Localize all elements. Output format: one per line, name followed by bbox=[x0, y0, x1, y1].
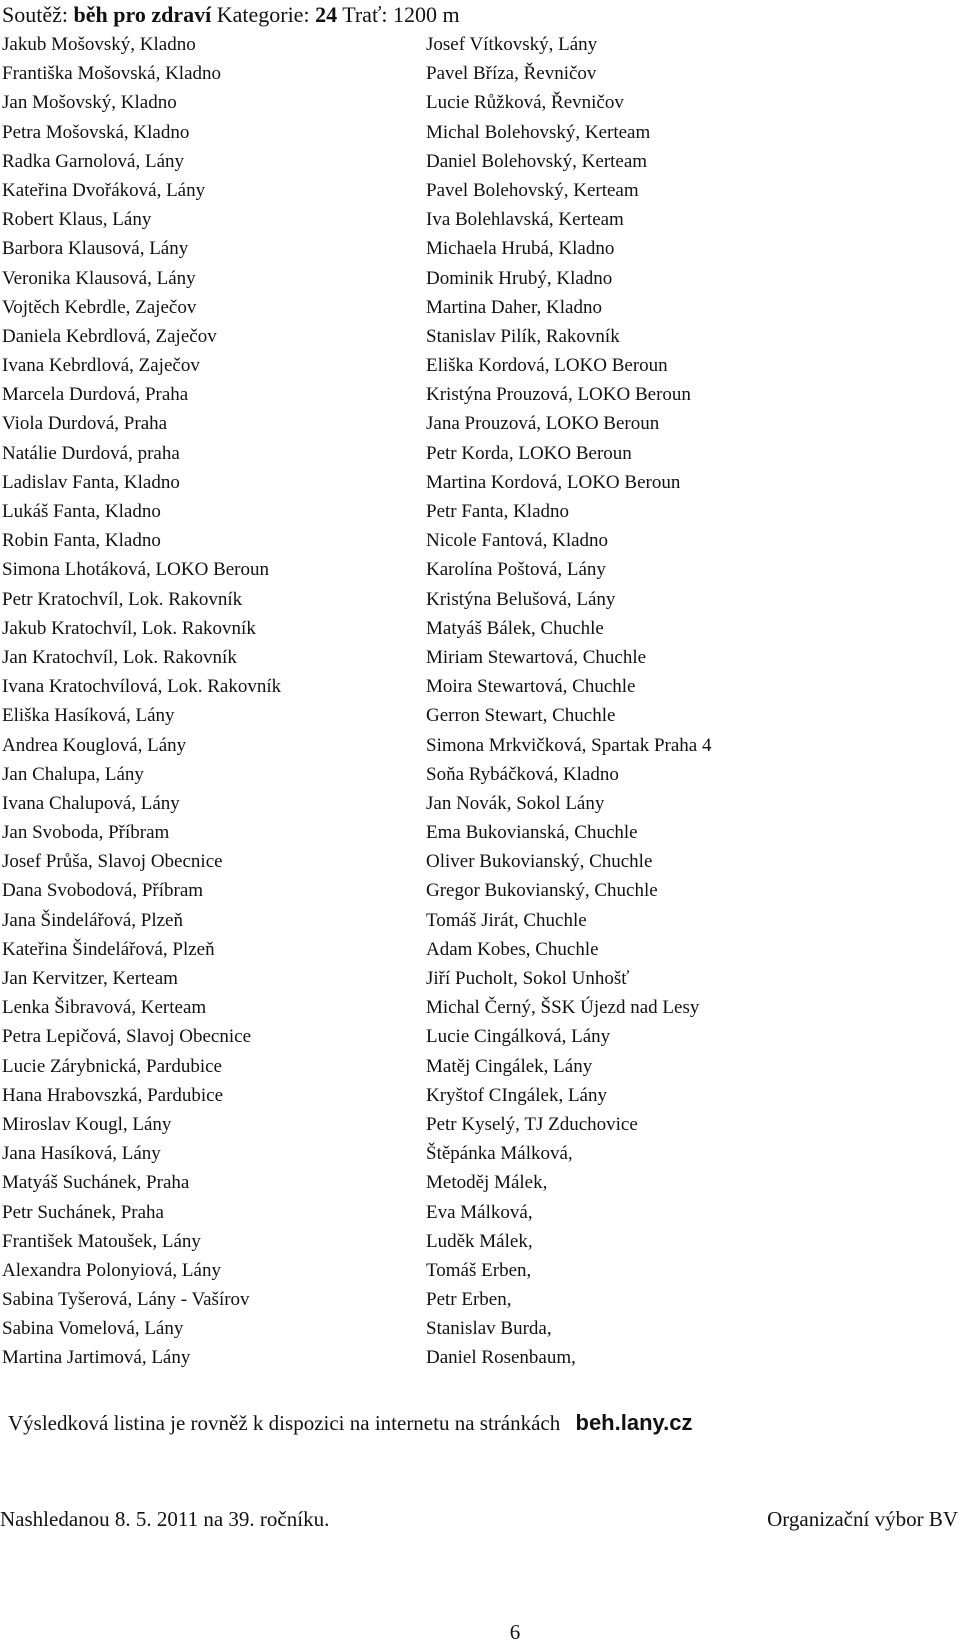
participant-entry: Daniela Kebrdlová, Zaječov bbox=[2, 325, 217, 347]
participant-entry: Jan Chalupa, Lány bbox=[2, 763, 144, 785]
participant-entry: Radka Garnolová, Lány bbox=[2, 150, 185, 172]
participant-entry: František Matoušek, Lány bbox=[2, 1230, 201, 1252]
participant-entry: Robert Klaus, Lány bbox=[2, 209, 152, 231]
participant-entry: Karolína Poštová, Lány bbox=[426, 559, 606, 581]
participant-entry: Adam Kobes, Chuchle bbox=[426, 938, 599, 960]
participant-entry: Sabina Tyšerová, Lány - Vašírov bbox=[2, 1289, 250, 1311]
participant-entry: Miriam Stewartová, Chuchle bbox=[426, 646, 647, 668]
participant-entry: Martina Kordová, LOKO Beroun bbox=[426, 471, 681, 493]
participant-entry: Robin Fanta, Kladno bbox=[2, 530, 161, 552]
participant-entry: Jan Svoboda, Příbram bbox=[2, 822, 170, 844]
participant-entry: Ivana Chalupová, Lány bbox=[2, 792, 180, 814]
participant-entry: Jana Hasíková, Lány bbox=[2, 1143, 161, 1165]
track-label: Trať: bbox=[342, 2, 388, 27]
participant-entry: Lukáš Fanta, Kladno bbox=[2, 501, 161, 522]
participant-entry: Františka Mošovská, Kladno bbox=[2, 63, 222, 85]
participant-entry: Marcela Durdová, Praha bbox=[2, 384, 189, 406]
participant-entry: Daniel Bolehovský, Kerteam bbox=[426, 150, 648, 172]
participant-entry: Soňa Rybáčková, Kladno bbox=[426, 763, 619, 785]
right-participant-list bbox=[426, 30, 711, 1373]
participant-entry: Oliver Bukovianský, Chuchle bbox=[426, 851, 653, 873]
participant-entry: Kristýna Belušová, Lány bbox=[426, 588, 616, 610]
participant-entry: Nicole Fantová, Kladno bbox=[426, 530, 609, 552]
participant-entry: Jan Kervitzer, Kerteam bbox=[2, 968, 178, 989]
participant-entry: Simona Lhotáková, LOKO Beroun bbox=[2, 559, 270, 581]
participant-entry: Eva Málková, bbox=[426, 1201, 533, 1223]
participant-entry: Lucie Cingálková, Lány bbox=[426, 1026, 611, 1048]
participant-entry: Tomáš Jirát, Chuchle bbox=[426, 909, 587, 931]
participant-entry: Martina Jartimová, Lány bbox=[2, 1347, 191, 1369]
participant-entry: Petr Kratochvíl, Lok. Rakovník bbox=[2, 588, 243, 610]
participant-entry: Jiří Pucholt, Sokol Unhošť bbox=[426, 968, 630, 989]
website-link[interactable]: beh.lany.cz bbox=[575, 1410, 693, 1435]
participant-entry: Iva Bolehlavská, Kerteam bbox=[426, 209, 624, 231]
participant-entry: Moira Stewartová, Chuchle bbox=[426, 676, 636, 698]
contest-name: běh pro zdraví bbox=[73, 2, 212, 27]
participant-entry: Dominik Hrubý, Kladno bbox=[426, 267, 613, 289]
left-participant-list bbox=[2, 30, 281, 1373]
participant-entry: Daniel Rosenbaum, bbox=[426, 1347, 576, 1369]
participant-entry: Metoděj Málek, bbox=[426, 1172, 548, 1194]
participant-entry: Eliška Hasíková, Lány bbox=[2, 705, 175, 727]
participant-entry: Kateřina Dvořáková, Lány bbox=[2, 179, 206, 201]
participant-entry: Jakub Kratochvíl, Lok. Rakovník bbox=[2, 617, 256, 639]
participant-entry: Sabina Vomelová, Lány bbox=[2, 1318, 184, 1340]
participant-entry: Stanislav Pilík, Rakovník bbox=[426, 325, 620, 347]
contest-label: Soutěž: bbox=[2, 2, 68, 27]
results-note bbox=[8, 1406, 692, 1440]
participant-entry: Natálie Durdová, praha bbox=[2, 442, 180, 464]
participant-entry: Josef Průša, Slavoj Obecnice bbox=[2, 851, 223, 873]
participant-entry: Simona Mrkvičková, Spartak Praha 4 bbox=[426, 734, 712, 756]
participant-entry: Matyáš Suchánek, Praha bbox=[2, 1172, 190, 1194]
participant-entry: Petr Fanta, Kladno bbox=[426, 501, 570, 522]
participant-entry: Michal Černý, ŠSK Újezd nad Lesy bbox=[426, 997, 700, 1019]
participant-entry: Lenka Šibravová, Kerteam bbox=[2, 997, 207, 1019]
participant-entry: Vojtěch Kebrdle, Zaječov bbox=[2, 296, 197, 318]
participant-entry: Matyáš Bálek, Chuchle bbox=[426, 617, 604, 639]
participant-entry: Jan Novák, Sokol Lány bbox=[426, 792, 605, 814]
participant-entry: Petr Korda, LOKO Beroun bbox=[426, 442, 632, 464]
participant-entry: Andrea Kouglová, Lány bbox=[2, 734, 187, 756]
participant-entry: Tomáš Erben, bbox=[426, 1259, 532, 1281]
participant-entry: Jana Prouzová, LOKO Beroun bbox=[426, 413, 660, 435]
participant-entry: Lucie Zárybnická, Pardubice bbox=[2, 1055, 222, 1077]
participant-entry: Eliška Kordová, LOKO Beroun bbox=[426, 355, 668, 377]
participant-entry: Jakub Mošovský, Kladno bbox=[2, 34, 196, 55]
page-title bbox=[2, 0, 460, 30]
participant-entry: Petr Erben, bbox=[426, 1289, 512, 1311]
participant-entry: Petr Suchánek, Praha bbox=[2, 1201, 164, 1223]
participant-entry: Kryštof CIngálek, Lány bbox=[426, 1084, 607, 1106]
participant-entry: Jan Kratochvíl, Lok. Rakovník bbox=[2, 646, 237, 668]
participant-entry: Kateřina Šindelářová, Plzeň bbox=[2, 938, 215, 960]
participant-entry: Luděk Málek, bbox=[426, 1230, 533, 1252]
participant-entry: Ivana Kratochvílová, Lok. Rakovník bbox=[2, 676, 282, 698]
participant-entry: Josef Vítkovský, Lány bbox=[426, 34, 598, 55]
participant-entry: Lucie Růžková, Řevničov bbox=[426, 92, 624, 114]
participant-entry: Jan Mošovský, Kladno bbox=[2, 92, 177, 114]
participant-entry: Michaela Hrubá, Kladno bbox=[426, 238, 615, 260]
category-label: Kategorie: bbox=[216, 2, 310, 27]
participant-entry: Alexandra Polonyiová, Lány bbox=[2, 1259, 221, 1281]
participant-entry: Veronika Klausová, Lány bbox=[2, 267, 196, 289]
participant-entry: Hana Hrabovszká, Pardubice bbox=[2, 1084, 224, 1106]
participant-entry: Gerron Stewart, Chuchle bbox=[426, 705, 616, 727]
organizer-signature: Organizační výbor BV bbox=[767, 1507, 958, 1531]
participant-entry: Matěj Cingálek, Lány bbox=[426, 1055, 593, 1077]
participant-entry: Viola Durdová, Praha bbox=[2, 413, 168, 435]
participant-entry: Petra Lepičová, Slavoj Obecnice bbox=[2, 1026, 252, 1048]
farewell-text: Nashledanou 8. 5. 2011 na 39. ročníku. bbox=[0, 1507, 330, 1531]
participant-entry: Petr Kyselý, TJ Zduchovice bbox=[426, 1113, 638, 1135]
participant-entry: Martina Daher, Kladno bbox=[426, 296, 602, 318]
results-note-text: Výsledková listina je rovněž k dispozici na internetu na stránkách bbox=[8, 1411, 561, 1435]
participant-entry: Miroslav Kougl, Lány bbox=[2, 1113, 172, 1135]
participant-entry: Ema Bukovianská, Chuchle bbox=[426, 822, 638, 844]
participant-entry: Stanislav Burda, bbox=[426, 1318, 552, 1340]
participant-entry: Kristýna Prouzová, LOKO Beroun bbox=[426, 384, 691, 406]
participant-entry: Dana Svobodová, Příbram bbox=[2, 880, 204, 902]
participant-entry: Petra Mošovská, Kladno bbox=[2, 121, 190, 143]
participant-entry: Michal Bolehovský, Kerteam bbox=[426, 121, 651, 143]
participant-entry: Pavel Bolehovský, Kerteam bbox=[426, 179, 639, 201]
participant-entry: Barbora Klausová, Lány bbox=[2, 238, 189, 260]
participant-entry: Pavel Bříza, Řevničov bbox=[426, 63, 597, 85]
category-value: 24 bbox=[315, 2, 338, 27]
page-number: 6 bbox=[509, 1620, 521, 1644]
participant-entry: Štěpánka Málková, bbox=[426, 1143, 573, 1165]
participant-entry: Ivana Kebrdlová, Zaječov bbox=[2, 355, 200, 377]
participant-entry: Jana Šindelářová, Plzeň bbox=[2, 909, 183, 931]
participant-entry: Gregor Bukovianský, Chuchle bbox=[426, 880, 658, 902]
track-value: 1200 m bbox=[392, 2, 460, 27]
participant-entry: Ladislav Fanta, Kladno bbox=[2, 471, 180, 493]
